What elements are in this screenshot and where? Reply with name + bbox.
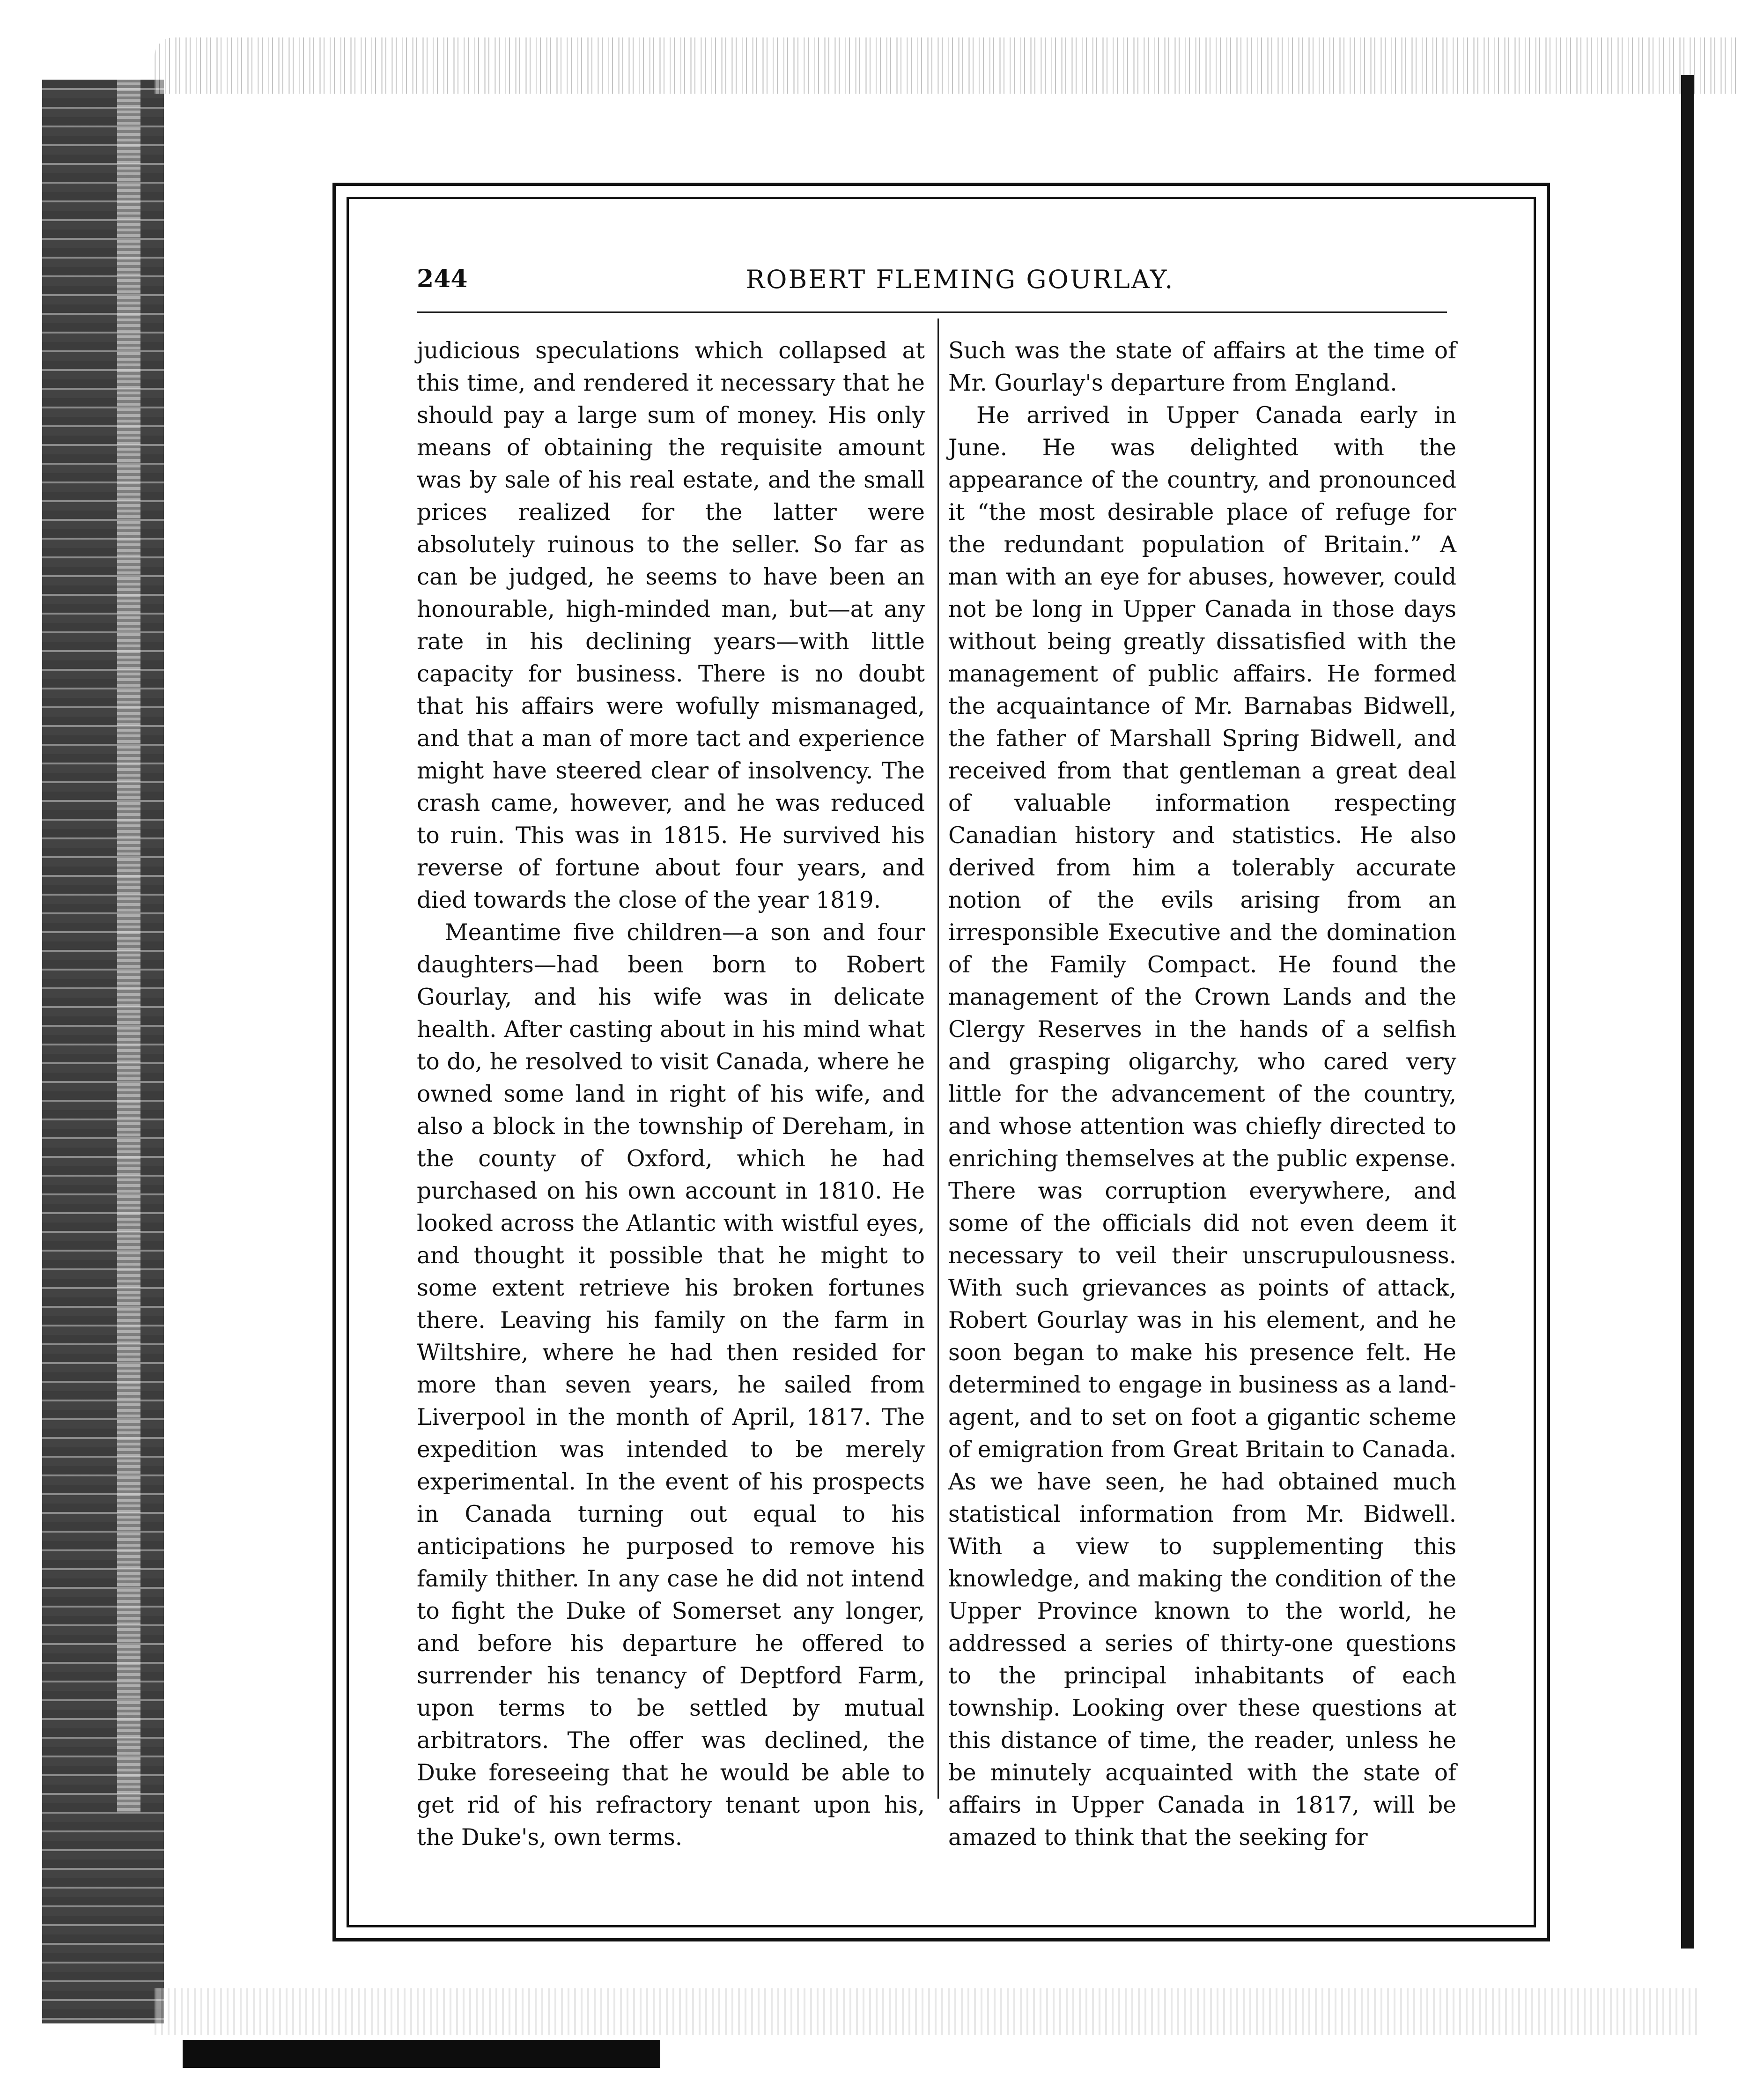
running-head: ROBERT FLEMING GOURLAY. — [745, 265, 1174, 294]
paragraph: Meantime five children—a son and four daughters—had been born to Robert Gourlay, and his wife was in delicate health. After casting about in his mind what to do, he resolved to visit Canada, where he owned some land in right of his wife, and also a block in the township of Dereham, in the county of Oxford, which he had purchased on his own account in 1810. He looked across the Atlantic with wistful eyes, and thought it possible that he might to some extent retrieve his broken fortunes there. Leaving his family on the farm in Wiltshire, where he had then resided for more than seven years, he sailed from Liverpool in the month of April, 1817. The expedition was intended to be merely experimental. In the event of his prospects in Canada turning out equal to his anticipations he purposed to remove his family thither. In any case he did not intend to fight the Duke of Somerset any longer, and before his departure he offered to surrender his tenancy of Deptford Farm, upon terms to be settled by mutual arbitrators. The offer was declined, the Duke foreseeing that he would be able to get rid of his refractory tenant upon his, the Duke's, own terms. — [417, 919, 925, 1851]
scan-edge-bottom — [155, 1988, 1700, 2035]
header-rule — [417, 311, 1447, 313]
page-number: 244 — [417, 265, 468, 293]
left-column — [417, 335, 925, 1851]
paragraph: judicious speculations which collapsed at this time, and rendered it necessary that he should pay a large sum of money. His only means of obtaining the requisite amount was by sale of his real estate, and the small prices realized for the latter were absolutely ruinous to the seller. So far as can be judged, he seems to have been an honourable, high-minded man, but—at any rate in his declining years—with little capacity for business. There is no doubt that his affairs were wofully mismanaged, and that a man of more tact and experience might have steered clear of insolvency. The crash came, however, and he was reduced to ruin. This was in 1815. He survived his reverse of fortune about four years, and died towards the close of the year 1819. — [417, 338, 925, 913]
paragraph: Such was the state of affairs at the time of Mr. Gourlay's departure from England. — [948, 338, 1456, 396]
scan-bottom-bar — [183, 2040, 660, 2068]
scan-edge-left — [42, 80, 164, 2023]
right-column — [948, 335, 1456, 1851]
paragraph: He arrived in Upper Canada early in June. He was delighted with the appearance of the country, and pronounced it “the most desirable place of refuge for the redundant population of Britain.” A man with an eye for abuses, however, could not be long in Upper Canada in those days without being greatly dissatisfied with the management of public affairs. He formed the acquaintance of Mr. Barnabas Bidwell, the father of Marshall Spring Bidwell, and received from that gentleman a great deal of valuable information respecting Canadian history and statistics. He also derived from him a tolerably accurate notion of the evils arising from an irresponsible Executive and the domination of the Family Compact. He found the management of the Crown Lands and the Clergy Reserves in the hands of a selfish and grasping oligarchy, who cared very little for the advancement of the country, and whose attention was chiefly directed to enriching themselves at the public expense. There was corruption everywhere, and some of the officials did not even deem it necessary to veil their unscrupulousness. With such grievances as points of attack, Robert Gourlay was in his element, and he soon began to make his presence felt. He determined to engage in business as a land-agent, and to set on foot a gigantic scheme of emigration from Great Britain to Canada. As we have seen, he had obtained much statistical information from Mr. Bidwell. With a view to supplementing this knowledge, and making the condition of the Upper Province known to the world, he addressed a series of thirty-one questions to the principal inhabitants of each township. Looking over these questions at this distance of time, the reader, unless he be minutely acquainted with the state of affairs in Upper Canada in 1817, will be amazed to think that the seeking for — [948, 402, 1456, 1851]
scan-edge-left-inner — [117, 80, 140, 1813]
scan-edge-top — [155, 37, 1737, 94]
column-divider — [937, 319, 939, 1799]
scan-edge-right — [1681, 75, 1694, 1949]
